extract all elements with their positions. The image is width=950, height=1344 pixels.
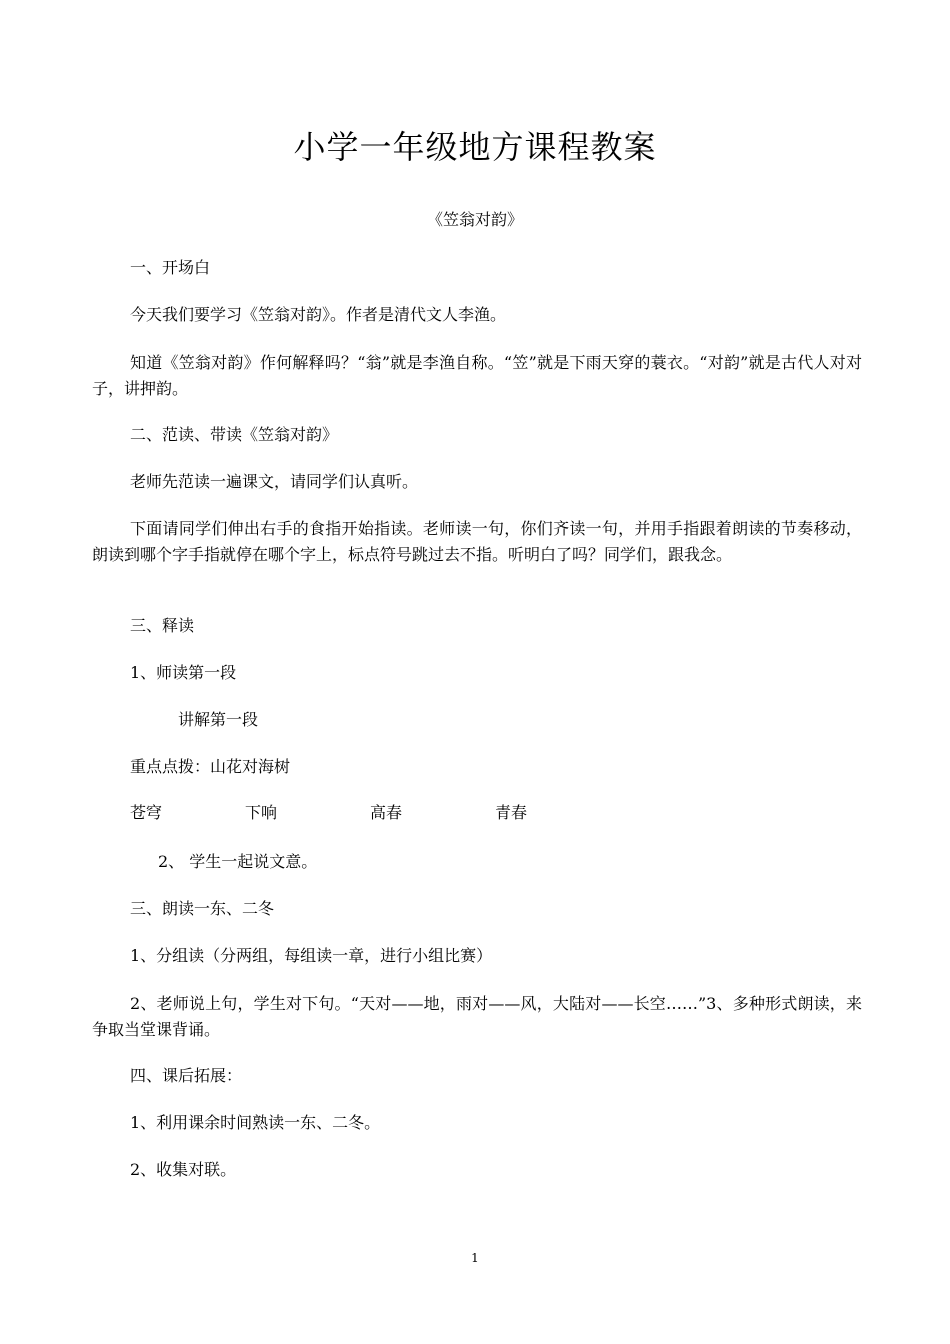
section-heading-interpretation: 三、释读: [130, 616, 195, 635]
paragraph-explanation: 知道《笠翁对韵》作何解释吗？“翁”就是李渔自称。“笠”就是下雨天穿的蓑衣。“对韵”就是古代人对对子，讲押韵。: [92, 353, 862, 398]
list-item-students-explain: 2、 学生一起说文意。: [158, 852, 318, 871]
vocab-word: 苍穹: [130, 803, 163, 822]
vocab-word: 高春: [370, 803, 403, 822]
key-point: 重点点拨：山花对海树: [130, 757, 291, 776]
section-heading-extension: 四、课后拓展：: [130, 1066, 243, 1085]
paragraph-call-response: 2、老师说上句，学生对下句。“天对——地，雨对——风，大陆对——长空……”3、多种形式朗读，来争取当堂课背诵。: [92, 994, 862, 1039]
list-item-group-reading: 1、分组读（分两组，每组读一章，进行小组比赛）: [130, 946, 493, 965]
list-item-explain-first: 讲解第一段: [178, 710, 259, 729]
page-number: 1: [471, 1251, 479, 1265]
section-heading-reading: 二、范读、带读《笠翁对韵》: [130, 425, 339, 444]
list-item-couplets: 2、收集对联。: [130, 1160, 237, 1179]
section-heading-read-aloud: 三、朗读一东、二冬: [130, 899, 275, 918]
page-subtitle: 《笠翁对韵》: [426, 210, 523, 229]
page-title: 小学一年级地方课程教案: [293, 128, 657, 166]
paragraph-intro: 今天我们要学习《笠翁对韵》。作者是清代文人李渔。: [130, 305, 507, 324]
vocab-word: 下响: [245, 803, 278, 822]
paragraph-finger-reading: 下面请同学们伸出右手的食指开始指读。老师读一句，你们齐读一句，并用手指跟着朗读的节奏移动，朗读到哪个字手指就停在哪个字上，标点符号跳过去不指。听明白了吗？同学们，跟我念。: [92, 519, 862, 564]
list-item-teacher-reads: 1、师读第一段: [130, 663, 237, 682]
section-heading-opening: 一、开场白: [130, 258, 211, 277]
vocab-word: 青春: [495, 803, 528, 822]
list-item-practice: 1、利用课余时间熟读一东、二冬。: [130, 1113, 381, 1132]
paragraph-teacher-reading: 老师先范读一遍课文，请同学们认真听。: [130, 472, 419, 491]
